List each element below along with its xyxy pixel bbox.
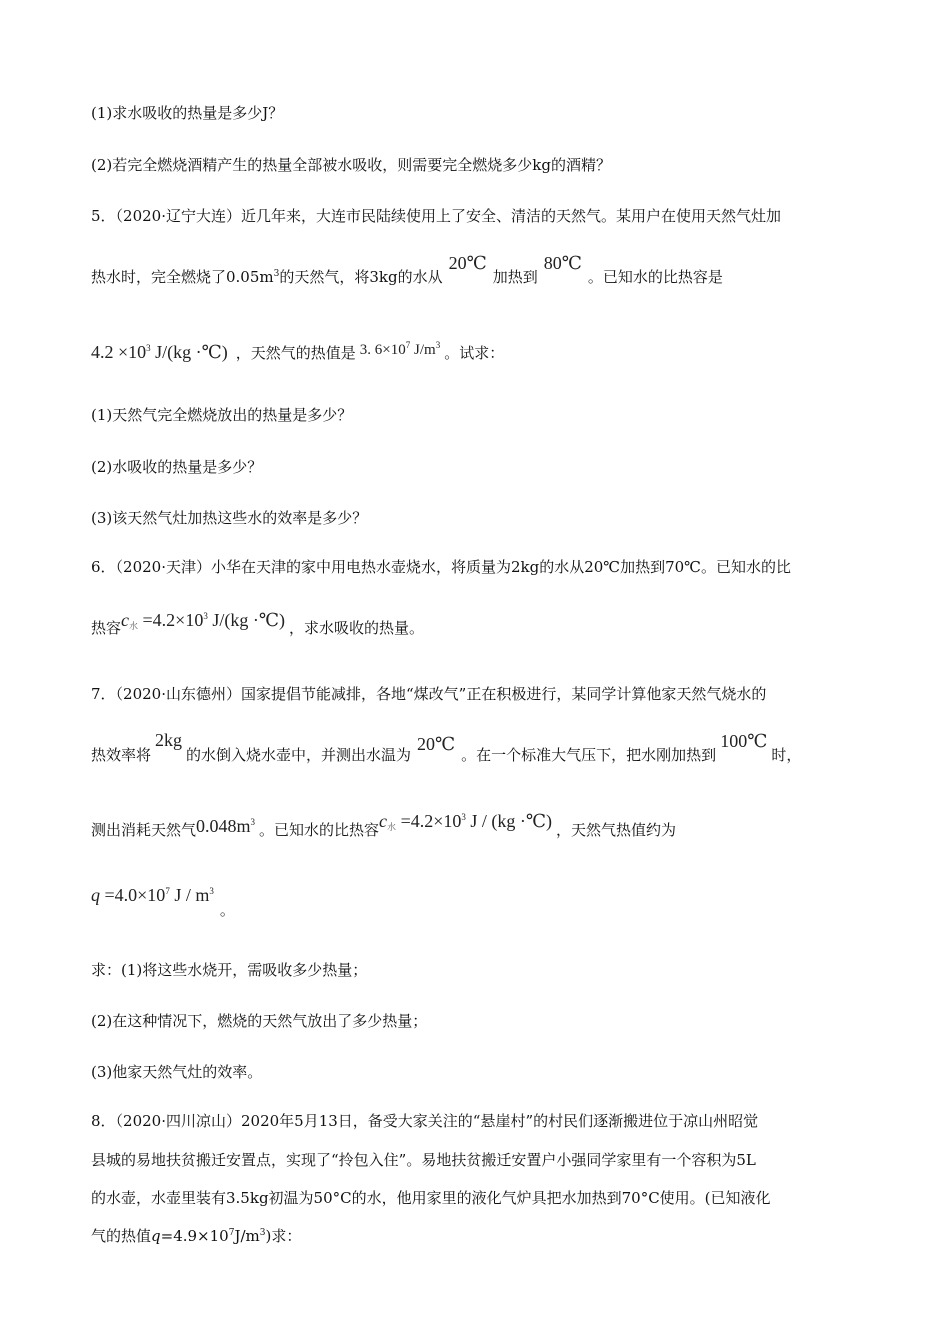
question-7-sub-2: (2)在这种情况下，燃烧的天然气放出了多少热量； [91, 1012, 428, 1030]
superscript: 3 [250, 817, 256, 827]
text: 。已知水的比热容 [259, 821, 380, 839]
formula-specific-heat [379, 811, 552, 837]
text: 时， [771, 746, 802, 764]
text: 加热到 [492, 268, 538, 286]
text: 气的热值 [91, 1227, 152, 1245]
question-7-line-2 [91, 730, 802, 765]
text: 。在一个标准大气压下，把水刚加热到 [461, 746, 717, 764]
formula-temp-end: 100℃ [720, 731, 768, 751]
text: 热水时，完全燃烧了0.05m [91, 268, 274, 286]
formula-specific-heat [121, 610, 285, 636]
question-8-line-3: 的水壶，水壶里装有3.5kg初温为50°C的水，他用家里的液化气炉具把水加热到70°C使用。(已知液化 [91, 1189, 771, 1207]
superscript: 7 [228, 1228, 235, 1238]
superscript: 3 [435, 340, 441, 350]
formula-temp-start: 20℃ [448, 253, 487, 273]
superscript: 3 [273, 269, 280, 279]
formula-heat-value [91, 885, 214, 905]
text: 热容 [91, 619, 122, 637]
formula-text: =4.9×10 [160, 1227, 229, 1245]
question-prev-line-1: (1)求水吸收的热量是多少J？ [91, 104, 284, 122]
superscript: 3 [146, 343, 151, 353]
question-5-line-2 [91, 253, 723, 287]
formula-text: =4.2×10 [138, 610, 204, 630]
question-5-sub-3: (3)该天然气灶加热这些水的效率是多少？ [91, 509, 368, 527]
formula-text: =4.2×10 [396, 811, 462, 831]
formula-text: =4.0×10 [100, 885, 166, 905]
formula-text: 0.048m [196, 816, 251, 836]
superscript: 3 [461, 812, 466, 822]
formula-text: q [151, 1227, 161, 1245]
formula-text: J/m [234, 1227, 260, 1245]
formula-text: c [121, 610, 130, 630]
formula-mass: 2kg [155, 730, 183, 750]
question-8-line-4 [91, 1226, 301, 1246]
text: 。 [219, 901, 235, 919]
text: 。已知水的比热容是 [587, 268, 723, 286]
subscript: 水 [387, 822, 397, 832]
text: 的天然气，将3kg的水从 [279, 268, 443, 286]
superscript: 3 [209, 886, 214, 896]
formula-temp-end: 80℃ [543, 253, 582, 273]
text: 的水倒入烧水壶中，并测出水温为 [186, 746, 412, 764]
formula-text: c [379, 811, 388, 831]
subscript: 水 [129, 621, 139, 631]
superscript: 3 [203, 611, 208, 621]
superscript: 7 [165, 886, 170, 896]
question-5-line-3 [91, 342, 504, 364]
question-6-line-2 [91, 610, 424, 643]
text: 热效率将 [91, 746, 152, 764]
formula-text: J/m [410, 342, 436, 358]
formula-text: J / (kg ·℃) [465, 811, 552, 831]
text: 测出消耗天然气 [91, 821, 197, 839]
formula-text: J/(kg ·℃) [207, 610, 285, 630]
formula-temp-start: 20℃ [417, 734, 456, 754]
text: ，求水吸收的热量。 [288, 619, 424, 637]
question-7-line-1: 7．（2020·山东德州）国家提倡节能减排，各地“煤改气”正在积极进行，某同学计算他家天然气烧水的 [91, 685, 767, 703]
formula-heat-value [360, 340, 440, 360]
text: 。试求： [444, 344, 505, 362]
question-5-line-1: 5．（2020·辽宁大连）近几年来，大连市民陆续使用上了安全、清洁的天然气。某用户在使用天然气灶加 [91, 207, 781, 225]
question-6-line-1: 6．（2020·天津）小华在天津的家中用电热水壶烧水，将质量为2kg的水从20℃加热到70℃。已知水的比 [91, 558, 791, 576]
question-prev-line-2: (2)若完全燃烧酒精产生的热量全部被水吸收，则需要完全燃烧多少kg的酒精？ [91, 156, 611, 174]
text: ，天然气热值约为 [556, 821, 677, 839]
question-5-sub-1: (1)天然气完全燃烧放出的热量是多少？ [91, 406, 353, 424]
question-7-sub-1: 求：(1)将这些水烧开，需吸收多少热量； [91, 961, 368, 979]
question-8-line-2: 县城的易地扶贫搬迁安置点，实现了“拎包入住”。易地扶贫搬迁安置户小强同学家里有一个容积为5L [91, 1151, 756, 1169]
formula-text: 4.2 ×10 [91, 342, 147, 362]
question-7-sub-3: (3)他家天然气灶的效率。 [91, 1063, 263, 1081]
superscript: 7 [405, 340, 411, 350]
formula-specific-heat [91, 342, 228, 362]
question-7-line-4 [91, 885, 235, 919]
formula-text: 3. 6×10 [359, 342, 406, 358]
question-5-sub-2: (2)水吸收的热量是多少？ [91, 458, 263, 476]
formula-text: q [91, 885, 100, 905]
formula-text: J/(kg ·℃) [150, 342, 228, 362]
text: ，天然气的热值是 [235, 344, 356, 362]
superscript: 3 [259, 1228, 266, 1238]
question-7-line-3 [91, 811, 677, 845]
text: )求： [265, 1227, 302, 1245]
question-8-line-1: 8．（2020·四川凉山）2020年5月13日，备受大家关注的“悬崖村”的村民们逐渐搬进位于凉山州昭觉 [91, 1112, 759, 1130]
formula-text: J / m [169, 885, 210, 905]
formula-volume [196, 816, 255, 836]
